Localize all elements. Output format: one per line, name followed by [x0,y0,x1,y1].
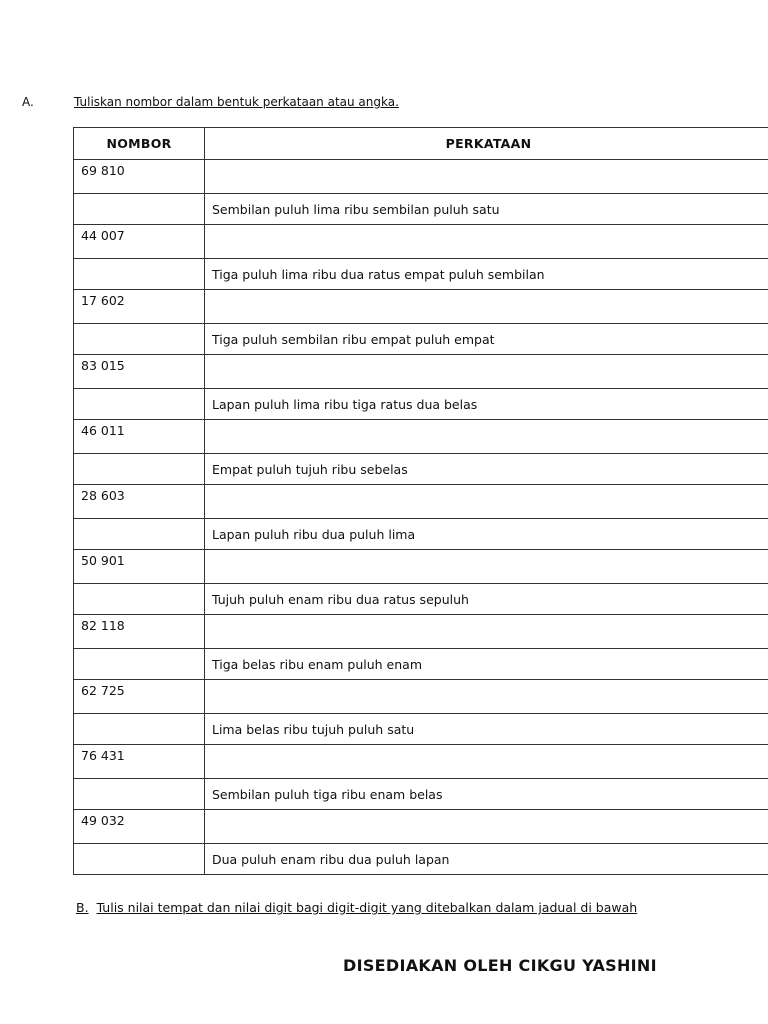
table-row [74,324,768,355]
section-a-instruction: Tuliskan nombor dalam bentuk perkataan atau angka. [74,95,399,109]
table-row [74,714,768,745]
perkataan-cell: Empat puluh tujuh ribu sebelas [205,454,768,485]
section-b-heading [76,900,637,915]
perkataan-cell: Sembilan puluh lima ribu sembilan puluh satu [205,194,768,225]
section-a-heading [22,95,399,109]
table-row [74,779,768,810]
table-row [74,259,768,290]
nombor-cell: 17 602 [74,290,205,324]
nombor-cell: 62 725 [74,680,205,714]
table-row [74,389,768,420]
nombor-cell: 49 032 [74,810,205,844]
nombor-cell: 83 015 [74,355,205,389]
perkataan-cell[interactable] [205,290,768,324]
header-nombor: NOMBOR [74,128,205,160]
section-b-label: B. [76,900,89,915]
table-row [74,519,768,550]
prepared-by-footer: DISEDIAKAN OLEH CIKGU YASHINI [343,956,657,975]
table-row [74,680,768,714]
table-row [74,290,768,324]
nombor-cell[interactable] [74,324,205,355]
perkataan-cell: Lima belas ribu tujuh puluh satu [205,714,768,745]
table-row [74,485,768,519]
header-perkataan: PERKATAAN [205,128,768,160]
table-row [74,355,768,389]
nombor-cell: 50 901 [74,550,205,584]
perkataan-cell[interactable] [205,550,768,584]
table-row [74,810,768,844]
nombor-cell: 69 810 [74,160,205,194]
section-a-label: A. [22,95,34,109]
perkataan-cell[interactable] [205,615,768,649]
perkataan-cell: Tiga belas ribu enam puluh enam [205,649,768,680]
nombor-cell: 46 011 [74,420,205,454]
number-words-table [73,127,768,875]
nombor-cell: 82 118 [74,615,205,649]
nombor-cell[interactable] [74,454,205,485]
nombor-cell[interactable] [74,194,205,225]
nombor-cell[interactable] [74,584,205,615]
nombor-cell[interactable] [74,779,205,810]
perkataan-cell[interactable] [205,680,768,714]
perkataan-cell[interactable] [205,485,768,519]
table-row [74,225,768,259]
nombor-cell: 28 603 [74,485,205,519]
perkataan-cell: Lapan puluh lima ribu tiga ratus dua belas [205,389,768,420]
perkataan-cell[interactable] [205,420,768,454]
table-row [74,454,768,485]
perkataan-cell: Sembilan puluh tiga ribu enam belas [205,779,768,810]
nombor-cell[interactable] [74,649,205,680]
perkataan-cell[interactable] [205,355,768,389]
table-row [74,584,768,615]
nombor-cell[interactable] [74,259,205,290]
nombor-cell[interactable] [74,714,205,745]
table-row [74,194,768,225]
table-row [74,649,768,680]
nombor-cell: 44 007 [74,225,205,259]
table-row [74,160,768,194]
perkataan-cell: Tujuh puluh enam ribu dua ratus sepuluh [205,584,768,615]
perkataan-cell[interactable] [205,225,768,259]
nombor-cell: 76 431 [74,745,205,779]
table-body [74,160,768,875]
perkataan-cell[interactable] [205,745,768,779]
nombor-cell[interactable] [74,844,205,875]
table-row [74,615,768,649]
perkataan-cell: Tiga puluh sembilan ribu empat puluh empat [205,324,768,355]
nombor-cell[interactable] [74,389,205,420]
table-row [74,844,768,875]
perkataan-cell: Tiga puluh lima ribu dua ratus empat puluh sembilan [205,259,768,290]
nombor-cell[interactable] [74,519,205,550]
perkataan-cell: Lapan puluh ribu dua puluh lima [205,519,768,550]
perkataan-cell[interactable] [205,160,768,194]
table-row [74,550,768,584]
perkataan-cell: Dua puluh enam ribu dua puluh lapan [205,844,768,875]
section-b-instruction: Tulis nilai tempat dan nilai digit bagi digit-digit yang ditebalkan dalam jadual di bawah [96,900,638,915]
table-row [74,745,768,779]
perkataan-cell[interactable] [205,810,768,844]
table-row [74,420,768,454]
table-header-row [74,128,768,160]
